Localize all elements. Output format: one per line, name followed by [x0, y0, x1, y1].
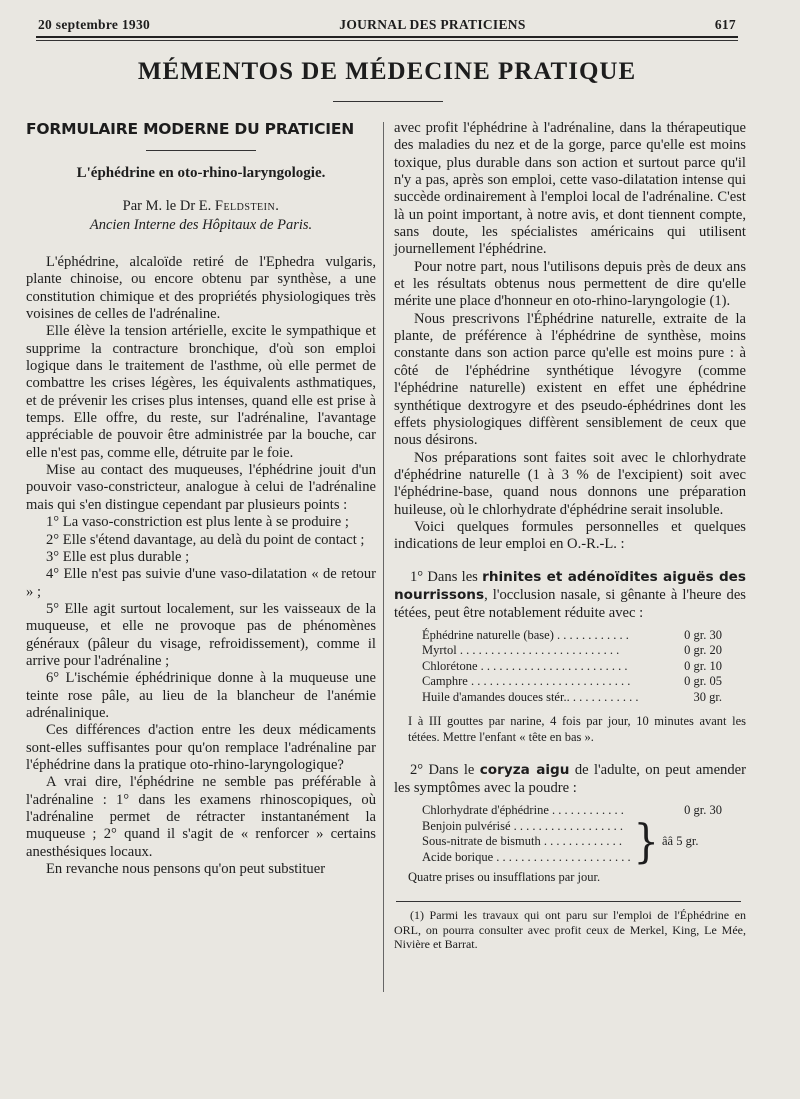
- header-rule-thin: [36, 40, 738, 41]
- right-column: [394, 120, 746, 952]
- bracket-items: [422, 819, 632, 866]
- rx2-indication: coryza aigu: [479, 762, 570, 779]
- footnote: (1) Parmi les travaux qui ont paru sur l'emploi de l'Éphédrine en ORL, on pourra consulter avec profit ceux de Merkel, King, Le Mée, Nivière et Barrat.: [394, 908, 746, 952]
- ingredient: Chlorétone . . . . . . . . . . . . . . . . . . . . . . . .: [422, 658, 628, 673]
- bracketed-ingredients: [422, 815, 722, 869]
- paragraph: Elle élève la tension artérielle, excite le sympathique et supprime la contracture bronchique, d'où son emploi logique dans le traitement de l'asthme, où elle permet de combattre les crises légères, les équivalents asthmatiques, et de prévenir les crises plus intenses, quand elle est prise à temps. Elle offre, du reste, sur l'adrénaline, l'avantage appréciable de pouvoir être administrée par la bouche, car elle n'est pas, comme elle, détruite par le foie.: [26, 323, 376, 461]
- formula-row: [422, 834, 632, 850]
- list-item: 6° L'ischémie éphédrinique donne à la muqueuse une teinte rose pâle, au lieu de la blancheur de l'anémie adrénalinique.: [26, 670, 376, 721]
- list-item: 3° Elle est plus durable ;: [46, 548, 190, 565]
- ingredient: Sous-nitrate de bismuth . . . . . . . . . . . . .: [422, 834, 622, 849]
- footnote-rule: [396, 901, 741, 902]
- quantity: 0 gr. 30: [684, 803, 722, 818]
- rx1-rest: , l'occlusion nasale, si gênante à l'heure des tétées, peut être notablement réduite avec :: [394, 586, 746, 621]
- ingredient: Benjoin pulvérisé . . . . . . . . . . . . . . . . . .: [422, 818, 624, 833]
- running-head: [38, 14, 736, 36]
- formula-row: [422, 690, 722, 706]
- byline: [26, 198, 376, 215]
- paragraph: avec profit l'éphédrine à l'adrénaline, dans la thérapeutique des maladies du nez et de la gorge, parce qu'elle est moins toxique, plus durable dans son action et surtout parce qu'il n'y a pas, après son emploi, cette vaso-dilatation intense qui succède ordinairement à l'emploi local de l'adrénaline. C'est là un point important, à notre avis, et dont tiennent compte, sans doute, les spécialistes américains qui utilisent journellement l'éphédrine.: [394, 120, 746, 258]
- formula-row: [422, 659, 722, 675]
- prescription-1-formula: [422, 628, 722, 706]
- prescription-1-heading: [394, 568, 746, 622]
- author-affiliation: Ancien Interne des Hôpitaux de Paris.: [89, 217, 313, 233]
- paragraph: En revanche nous pensons qu'on peut substituer: [46, 861, 326, 878]
- formula-row: [422, 674, 722, 690]
- ingredient: Chlorhydrate d'éphédrine . . . . . . . . . . . .: [422, 803, 624, 818]
- formula-row: [422, 628, 722, 644]
- issue-date: 20 septembre 1930: [38, 17, 151, 32]
- prescription-2-heading: [394, 761, 746, 797]
- ingredient: Éphédrine naturelle (base) . . . . . . . . . . . .: [422, 627, 629, 642]
- prescription-2-formula: [422, 803, 722, 869]
- paragraph: Pour notre part, nous l'utilisons depuis près de deux ans et les résultats obtenus nous permettent de dire qu'elle mérite une place d'honneur en oto-rhino-laryngologie (1).: [394, 258, 746, 310]
- ingredient: Myrtol . . . . . . . . . . . . . . . . . . . . . . . . . .: [422, 643, 620, 658]
- header-rule: [36, 36, 738, 38]
- list-item: 5° Elle agit surtout localement, sur les vaisseaux de la muqueuse, et elle ne provoque pas de phénomènes généraux (pâleur du visage, refroidissement), comme il arrive pour l'adrénaline ;: [26, 600, 376, 669]
- paragraph: A vrai dire, l'éphédrine ne semble pas préférable à l'adrénaline : 1° dans les examens rhinoscopiques, où l'adrénaline permet de rétracter instantanément la muqueuse ; 2° quand il s'agit de « renforcer » certains anesthésiques locaux.: [26, 774, 376, 860]
- journal-name: JOURNAL DES PRATICIENS: [339, 17, 526, 32]
- paragraph: Mise au contact des muqueuses, l'éphédrine jouit d'un pouvoir vaso-constricteur, analogue à celui de l'adrénaline mais qui s'en distingue cependant par plusieurs points :: [26, 462, 376, 513]
- section-title: FORMULAIRE MODERNE DU PRATICIEN: [26, 120, 354, 138]
- main-title: MÉMENTOS DE MÉDECINE PRATIQUE: [137, 58, 637, 85]
- left-column: [26, 120, 376, 878]
- quantity: 30 gr.: [693, 689, 722, 704]
- ingredient: Camphre . . . . . . . . . . . . . . . . . . . . . . . . . .: [422, 674, 631, 689]
- paragraph: Voici quelques formules personnelles et quelques indications de leur emploi en O.-R.-L. :: [394, 518, 746, 553]
- paragraph: L'éphédrine, alcaloïde retiré de l'Ephedra vulgaris, plante chinoise, ou encore obtenu par synthèse, a une constitution chimique et des propriétés physiologiques très voisines de celles de l'adrénaline.: [26, 254, 376, 323]
- formula-row: [422, 850, 632, 866]
- byline-prefix: Par M. le Dr E.: [122, 198, 215, 214]
- section-rule: [146, 150, 256, 151]
- paragraph: Nos préparations sont faites soit avec le chlorhydrate d'éphédrine naturelle (1 à 3 % de l'excipient) soit avec l'éphédrine-base, quand nous donnons une préparation huileuse, où le chlorhydrate d'éphédrine serait insoluble.: [394, 449, 746, 518]
- author-name: Feldstein.: [214, 198, 280, 214]
- list-item: 4° Elle n'est pas suivie d'une vaso-dilatation « de retour » ;: [26, 566, 376, 600]
- brace-glyph: }: [633, 815, 659, 869]
- ingredient: Huile d'amandes douces stér.. . . . . . . . . . . .: [422, 689, 639, 704]
- formula-row: [422, 803, 722, 819]
- paragraph: Ces différences d'action entre les deux médicaments sont-elles suffisantes pour qu'on remplace l'adrénaline par l'éphédrine dans la pratique oto-rhino-laryngologique?: [26, 722, 376, 773]
- formula-row: [422, 819, 632, 835]
- rx2-intro: 2° Dans le: [410, 762, 480, 779]
- quantity: ââ 5 gr.: [662, 834, 699, 849]
- prescription-1-dosage: I à III gouttes par narine, 4 fois par jour, 10 minutes avant les tétées. Mettre l'enfant « tête en bas ».: [408, 714, 746, 745]
- prescription-2-dosage: Quatre prises ou insufflations par jour.: [408, 870, 601, 885]
- rx1-indication: rhinites et adénoïdites aiguës des nourrissons: [394, 568, 746, 603]
- quantity: 0 gr. 30: [684, 627, 722, 642]
- quantity: 0 gr. 10: [684, 658, 722, 673]
- rx1-intro: 1° Dans les: [410, 568, 483, 585]
- page-number: 617: [714, 17, 736, 32]
- article-title: L'éphédrine en oto-rhino-laryngologie.: [76, 165, 326, 181]
- ingredient: Acide borique . . . . . . . . . . . . . . . . . . . . . .: [422, 849, 631, 864]
- column-divider: [383, 122, 384, 992]
- list-item: 1° La vaso-constriction est plus lente à se produire ;: [46, 514, 349, 531]
- quantity: 0 gr. 05: [684, 674, 722, 689]
- title-rule: [333, 101, 443, 102]
- quantity: 0 gr. 20: [684, 643, 722, 658]
- formula-row: [422, 643, 722, 659]
- paragraph: Nous prescrivons l'Éphédrine naturelle, extraite de la plante, de préférence à l'éphédrine de synthèse, moins constante dans son action parce qu'elle est moins pure : à côté de l'éphédrine synthétique lévogyre (comme l'éphédrine naturelle) existent en effet une éphédrine synthétique dextrogyre et des pseudo-éphédrines dont les effets physiologiques diffèrent sensiblement de ceux que nous désirons.: [394, 310, 746, 449]
- rx2-rest: de l'adulte, on peut amender les symptômes avec la poudre :: [394, 762, 746, 797]
- list-item: 2° Elle s'étend davantage, au delà du point de contact ;: [46, 531, 365, 548]
